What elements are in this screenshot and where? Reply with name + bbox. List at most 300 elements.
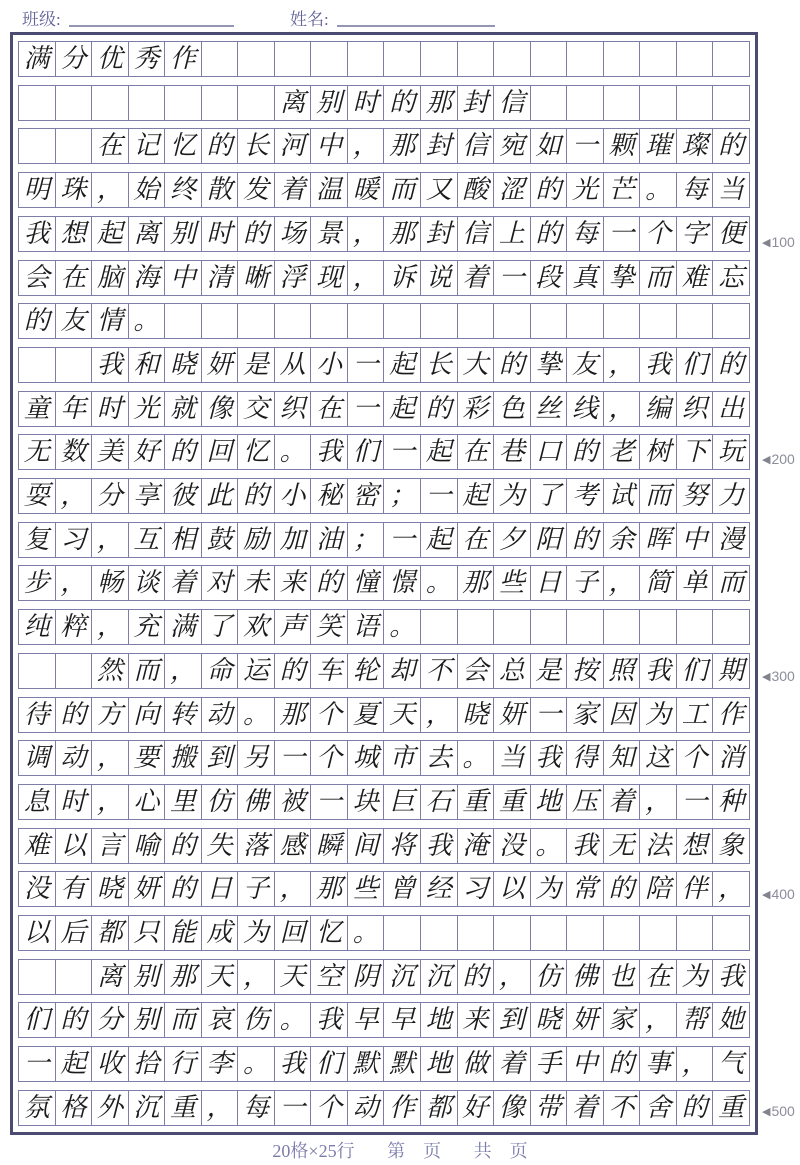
grid-cell: 脑 [92, 261, 129, 295]
grid-cell: ， [92, 741, 129, 775]
grid-cell: 好 [458, 1091, 495, 1125]
grid-cell: 起 [92, 217, 129, 251]
grid-cell: 从 [275, 348, 312, 382]
grid-cell [238, 304, 275, 338]
grid-cell: ； [348, 523, 385, 557]
grid-row [18, 740, 750, 776]
grid-cell [202, 42, 239, 76]
grid-cell: 忆 [311, 916, 348, 950]
grid-cell [494, 610, 531, 644]
grid-cell: 语 [348, 610, 385, 644]
grid-cell: 我 [275, 1047, 312, 1081]
grid-cell: 以 [19, 916, 56, 950]
grid-cell: 信 [458, 217, 495, 251]
grid-cell: 早 [348, 1003, 385, 1037]
grid-cell: 而 [718, 568, 745, 598]
grid-cell: 每 [238, 1091, 275, 1125]
grid-cell [311, 304, 348, 338]
grid-cell: 地 [531, 785, 568, 819]
grid-cell: 忆 [165, 129, 202, 163]
grid-cell: 的 [202, 129, 239, 163]
grid-cell: 空 [311, 960, 348, 994]
grid-cell: 一 [494, 261, 531, 295]
grid-row [18, 959, 750, 995]
grid-cell: 作 [384, 1091, 421, 1125]
grid-cell: 而 [165, 1003, 202, 1037]
grid-cell: 小 [275, 479, 312, 513]
grid-cell: 为 [494, 479, 531, 513]
grid-cell: 无 [19, 435, 56, 469]
grid-cell: 小 [311, 348, 348, 382]
grid-cell [640, 916, 677, 950]
grid-cell: 们 [348, 435, 385, 469]
grid-cell: 璀 [640, 129, 677, 163]
grid-cell: 然 [92, 654, 129, 688]
grid-cell: 只 [129, 916, 166, 950]
grid-cell: 我 [640, 654, 677, 688]
grid-cell: 手 [531, 1047, 568, 1081]
grid-cell: 的 [718, 131, 745, 161]
grid-cell: 沉 [384, 960, 421, 994]
grid-cell [384, 304, 421, 338]
grid-cell [604, 86, 641, 120]
grid-cell: 的 [238, 217, 275, 251]
grid-cell: 步 [19, 566, 56, 600]
grid-cell: 的 [384, 86, 421, 120]
grid-cell: 难 [677, 261, 714, 295]
grid-cell [713, 916, 749, 950]
grid-cell: 在 [311, 392, 348, 426]
grid-cell: 海 [129, 261, 166, 295]
grid-cell [531, 86, 568, 120]
grid-cell: 天 [275, 960, 312, 994]
grid-cell: 珠 [56, 173, 93, 207]
grid-cell: 忆 [238, 435, 275, 469]
word-count-marker [762, 451, 795, 467]
word-count-marker [762, 886, 795, 902]
page-total-slot: 共 页 [473, 1141, 528, 1161]
page-number-slot: 第 页 [387, 1141, 442, 1161]
grid-cell: 诉 [384, 261, 421, 295]
grid-cell: 而 [640, 479, 677, 513]
grid-cell [56, 960, 93, 994]
grid-cell: 的 [165, 435, 202, 469]
grid-cell: 交 [238, 392, 275, 426]
grid-cell [421, 916, 458, 950]
grid-cell: 离 [275, 86, 312, 120]
grid-cell: 离 [129, 217, 166, 251]
grid-cell [421, 610, 458, 644]
grid-cell: 知 [604, 741, 641, 775]
grid-cell: 相 [165, 523, 202, 557]
grid-cell: 期 [718, 655, 745, 685]
grid-cell: 优 [92, 42, 129, 76]
grid-row [18, 172, 750, 208]
grid-cell: 在 [92, 129, 129, 163]
grid-cell: ， [202, 1091, 239, 1125]
grid-cell: 晓 [458, 698, 495, 732]
grid-cell: 光 [129, 392, 166, 426]
grid-cell: 的 [275, 654, 312, 688]
grid-cell: 真 [567, 261, 604, 295]
grid-cell [567, 304, 604, 338]
grid-cell: 着 [165, 566, 202, 600]
grid-cell: 车 [311, 654, 348, 688]
grid-cell: 当 [494, 741, 531, 775]
grid-cell: 做 [458, 1047, 495, 1081]
grid-cell: 试 [604, 479, 641, 513]
grid-cell: 晓 [92, 872, 129, 906]
grid-cell: 个 [311, 698, 348, 732]
grid-cell: 成 [202, 916, 239, 950]
grid-cell: 余 [604, 523, 641, 557]
grid-cell: 分 [56, 42, 93, 76]
grid-row [18, 260, 750, 296]
grid-cell: ， [640, 785, 677, 819]
grid-cell [567, 42, 604, 76]
grid-cell: ， [348, 129, 385, 163]
grid-cell [165, 304, 202, 338]
grid-cell: 得 [567, 741, 604, 775]
grid-cell: 童 [19, 392, 56, 426]
grid-cell: 消 [718, 743, 745, 773]
grid-cell: 。 [458, 741, 495, 775]
grid-cell: 时 [202, 217, 239, 251]
grid-cell: 没 [19, 872, 56, 906]
grid-cell: 。 [348, 916, 385, 950]
grid-cell: 密 [348, 479, 385, 513]
word-count-marker [762, 668, 795, 684]
grid-row [18, 347, 750, 383]
grid-cell: 别 [129, 960, 166, 994]
grid-cell: 另 [238, 741, 275, 775]
grid-cell: 一 [604, 217, 641, 251]
grid-cell: 玩 [718, 437, 745, 467]
grid-cell [421, 304, 458, 338]
grid-cell: ， [92, 523, 129, 557]
grid-cell: 块 [348, 785, 385, 819]
grid-cell: 的 [677, 1091, 714, 1125]
grid-cell [238, 86, 275, 120]
grid-cell: 鼓 [202, 523, 239, 557]
grid-cell: 我 [92, 348, 129, 382]
grid-cell: 带 [531, 1091, 568, 1125]
grid-cell [19, 86, 56, 120]
grid-cell: 时 [348, 86, 385, 120]
grid-cell: 我 [531, 741, 568, 775]
grid-cell: 彼 [165, 479, 202, 513]
grid-cell: 法 [640, 829, 677, 863]
grid-cell: 出 [718, 393, 745, 423]
grid-row [18, 1002, 750, 1038]
grid-cell: 都 [421, 1091, 458, 1125]
grid-cell [458, 610, 495, 644]
grid-cell: 默 [384, 1047, 421, 1081]
grid-cell: 动 [56, 741, 93, 775]
grid-cell: 个 [311, 741, 348, 775]
grid-cell: ， [238, 960, 275, 994]
grid-cell: 散 [202, 173, 239, 207]
grid-cell: 地 [421, 1047, 458, 1081]
grid-cell: 的 [56, 698, 93, 732]
grid-cell [640, 610, 677, 644]
grid-cell: 拾 [129, 1047, 166, 1081]
grid-cell: 个 [640, 217, 677, 251]
grid-cell: 都 [92, 916, 129, 950]
grid-cell: 没 [494, 829, 531, 863]
grid-cell: 情 [92, 304, 129, 338]
grid-cell: 动 [202, 698, 239, 732]
grid-cell: 轮 [348, 654, 385, 688]
grid-cell: 个 [677, 741, 714, 775]
grid-cell: 里 [165, 785, 202, 819]
grid-cell: 巷 [494, 435, 531, 469]
grid-cell: 当 [718, 175, 745, 205]
grid-cell: ， [494, 960, 531, 994]
grid-cell: 阴 [348, 960, 385, 994]
grid-cell: 帮 [677, 1003, 714, 1037]
grid-cell: 一 [384, 435, 421, 469]
grid-cell: 清 [202, 261, 239, 295]
grid-cell: 。 [129, 304, 166, 338]
grid-cell: 淹 [458, 829, 495, 863]
grid-cell: 日 [202, 872, 239, 906]
grid-cell: ， [56, 566, 93, 600]
grid-cell: 在 [56, 261, 93, 295]
grid-cell: 些 [494, 566, 531, 600]
grid-cell: 那 [458, 566, 495, 600]
grid-cell: 李 [202, 1047, 239, 1081]
grid-cell: 默 [348, 1047, 385, 1081]
grid-cell: 妍 [494, 698, 531, 732]
grid-cell [202, 86, 239, 120]
grid-cell: 为 [238, 916, 275, 950]
manuscript-grid [18, 41, 750, 1126]
grid-cell: 会 [19, 261, 56, 295]
class-field [22, 5, 234, 30]
grid-cell: 重 [458, 785, 495, 819]
grid-cell: 未 [238, 566, 275, 600]
grid-cell: 家 [567, 698, 604, 732]
grid-row [18, 41, 750, 77]
grid-cell [56, 86, 93, 120]
grid-cell: 作 [718, 699, 745, 729]
grid-cell: 终 [165, 173, 202, 207]
grid-cell: 着 [604, 785, 641, 819]
grid-cell: 些 [348, 872, 385, 906]
grid-row [18, 609, 750, 645]
grid-cell: 的 [531, 217, 568, 251]
grid-cell: 调 [19, 741, 56, 775]
grid-cell: 封 [421, 129, 458, 163]
grid-cell: 动 [348, 1091, 385, 1125]
word-count-value: 200 [771, 451, 795, 467]
grid-cell: 友 [567, 348, 604, 382]
grid-cell: 此 [202, 479, 239, 513]
grid-cell: 是 [238, 348, 275, 382]
grid-cell: 中 [567, 1047, 604, 1081]
grid-cell: ， [604, 392, 641, 426]
grid-cell: 纯 [19, 610, 56, 644]
grid-cell: 经 [421, 872, 458, 906]
grid-cell: 丝 [531, 392, 568, 426]
grid-row [18, 915, 750, 951]
grid-cell [677, 42, 714, 76]
grid-cell: 秘 [311, 479, 348, 513]
grid-cell: 着 [567, 1091, 604, 1125]
grid-cell: 在 [640, 960, 677, 994]
grid-cell: 。 [531, 829, 568, 863]
grid-cell: 市 [384, 741, 421, 775]
grid-cell: 总 [494, 654, 531, 688]
grid-cell: 起 [421, 435, 458, 469]
grid-cell: 信 [494, 86, 531, 120]
grid-cell: 满 [165, 610, 202, 644]
grid-cell: 。 [275, 435, 312, 469]
grid-cell: 下 [677, 435, 714, 469]
grid-row [18, 697, 750, 733]
grid-cell: 妍 [129, 872, 166, 906]
grid-cell: 好 [129, 435, 166, 469]
grid-cell: 难 [19, 829, 56, 863]
grid-cell: 一 [384, 523, 421, 557]
grid-cell: 子 [238, 872, 275, 906]
grid-cell: 的 [567, 523, 604, 557]
grid-cell: 妍 [567, 1003, 604, 1037]
grid-cell: 的 [19, 304, 56, 338]
grid-cell: 象 [718, 830, 745, 860]
grid-cell: 励 [238, 523, 275, 557]
grid-cell [56, 348, 93, 382]
grid-cell: 声 [275, 610, 312, 644]
grid-cell: 了 [531, 479, 568, 513]
grid-cell: 沉 [129, 1091, 166, 1125]
grid-cell [19, 348, 56, 382]
grid-cell [165, 86, 202, 120]
grid-row [18, 391, 750, 427]
name-field [290, 5, 495, 30]
grid-cell: 想 [56, 217, 93, 251]
grid-cell: 心 [129, 785, 166, 819]
grid-cell: 失 [202, 829, 239, 863]
grid-cell [604, 42, 641, 76]
grid-cell: 那 [275, 698, 312, 732]
left-triangle-icon: ◀ [762, 236, 771, 249]
grid-cell: 忘 [718, 262, 745, 292]
grid-cell [677, 916, 714, 950]
grid-cell: 石 [421, 785, 458, 819]
grid-cell: 天 [384, 698, 421, 732]
left-triangle-icon: ◀ [762, 1105, 771, 1118]
grid-cell: 别 [311, 86, 348, 120]
grid-cell: 封 [458, 86, 495, 120]
grid-cell [458, 304, 495, 338]
grid-row [18, 653, 750, 689]
left-triangle-icon: ◀ [762, 670, 771, 683]
grid-cell [458, 42, 495, 76]
grid-cell: 也 [604, 960, 641, 994]
grid-cell: ， [56, 479, 93, 513]
grid-cell: 运 [238, 654, 275, 688]
grid-cell: 色 [494, 392, 531, 426]
grid-cell: 浮 [275, 261, 312, 295]
name-blank-underline [337, 24, 495, 27]
grid-cell: 照 [604, 654, 641, 688]
grid-cell: 伴 [677, 872, 714, 906]
grid-cell: 就 [165, 392, 202, 426]
word-count-value: 500 [771, 1103, 795, 1119]
grid-cell: 们 [677, 348, 714, 382]
grid-cell: ， [348, 261, 385, 295]
grid-cell: 如 [531, 129, 568, 163]
grid-row [18, 1046, 750, 1082]
grid-cell: 起 [56, 1047, 93, 1081]
grid-cell: 芒 [604, 173, 641, 207]
word-count-value: 400 [771, 886, 795, 902]
grid-cell: 早 [384, 1003, 421, 1037]
grid-cell: 那 [384, 129, 421, 163]
grid-cell: 按 [567, 654, 604, 688]
grid-cell: 现 [311, 261, 348, 295]
grid-cell: 方 [92, 698, 129, 732]
page-footer [0, 1137, 800, 1163]
grid-cell: 想 [677, 829, 714, 863]
grid-cell [567, 610, 604, 644]
grid-cell: ； [384, 479, 421, 513]
grid-cell: 一 [677, 785, 714, 819]
grid-cell: 暖 [348, 173, 385, 207]
grid-cell: 憬 [384, 566, 421, 600]
grid-cell: 上 [494, 217, 531, 251]
grid-cell: 们 [19, 1003, 56, 1037]
grid-cell [640, 86, 677, 120]
grid-cell: 瞬 [311, 829, 348, 863]
grid-cell: 来 [275, 566, 312, 600]
grid-cell: 畅 [92, 566, 129, 600]
grid-cell: 一 [275, 741, 312, 775]
grid-cell: 着 [275, 173, 312, 207]
grid-cell: 要 [129, 741, 166, 775]
grid-cell: ， [718, 874, 745, 904]
grid-cell: 一 [19, 1047, 56, 1081]
grid-row [18, 128, 750, 164]
grid-cell: 命 [202, 654, 239, 688]
grid-cell [56, 129, 93, 163]
grid-cell: 璨 [677, 129, 714, 163]
grid-cell: 老 [604, 435, 641, 469]
grid-cell: 巨 [384, 785, 421, 819]
composition-sheet [10, 32, 758, 1135]
grid-cell: 充 [129, 610, 166, 644]
grid-cell: 我 [640, 348, 677, 382]
grid-cell: 享 [129, 479, 166, 513]
grid-cell [531, 916, 568, 950]
grid-cell: 常 [567, 872, 604, 906]
grid-cell: 妍 [202, 348, 239, 382]
grid-cell: 简 [640, 566, 677, 600]
grid-cell: 便 [718, 218, 745, 248]
grid-cell: 夏 [348, 698, 385, 732]
grid-cell: 数 [56, 435, 93, 469]
grid-cell: 发 [238, 173, 275, 207]
grid-cell: 回 [202, 435, 239, 469]
grid-cell: 被 [275, 785, 312, 819]
grid-cell: ， [421, 698, 458, 732]
grid-cell: 晰 [238, 261, 275, 295]
grid-cell: 日 [531, 566, 568, 600]
grid-row [18, 1090, 750, 1126]
grid-cell: 起 [421, 523, 458, 557]
